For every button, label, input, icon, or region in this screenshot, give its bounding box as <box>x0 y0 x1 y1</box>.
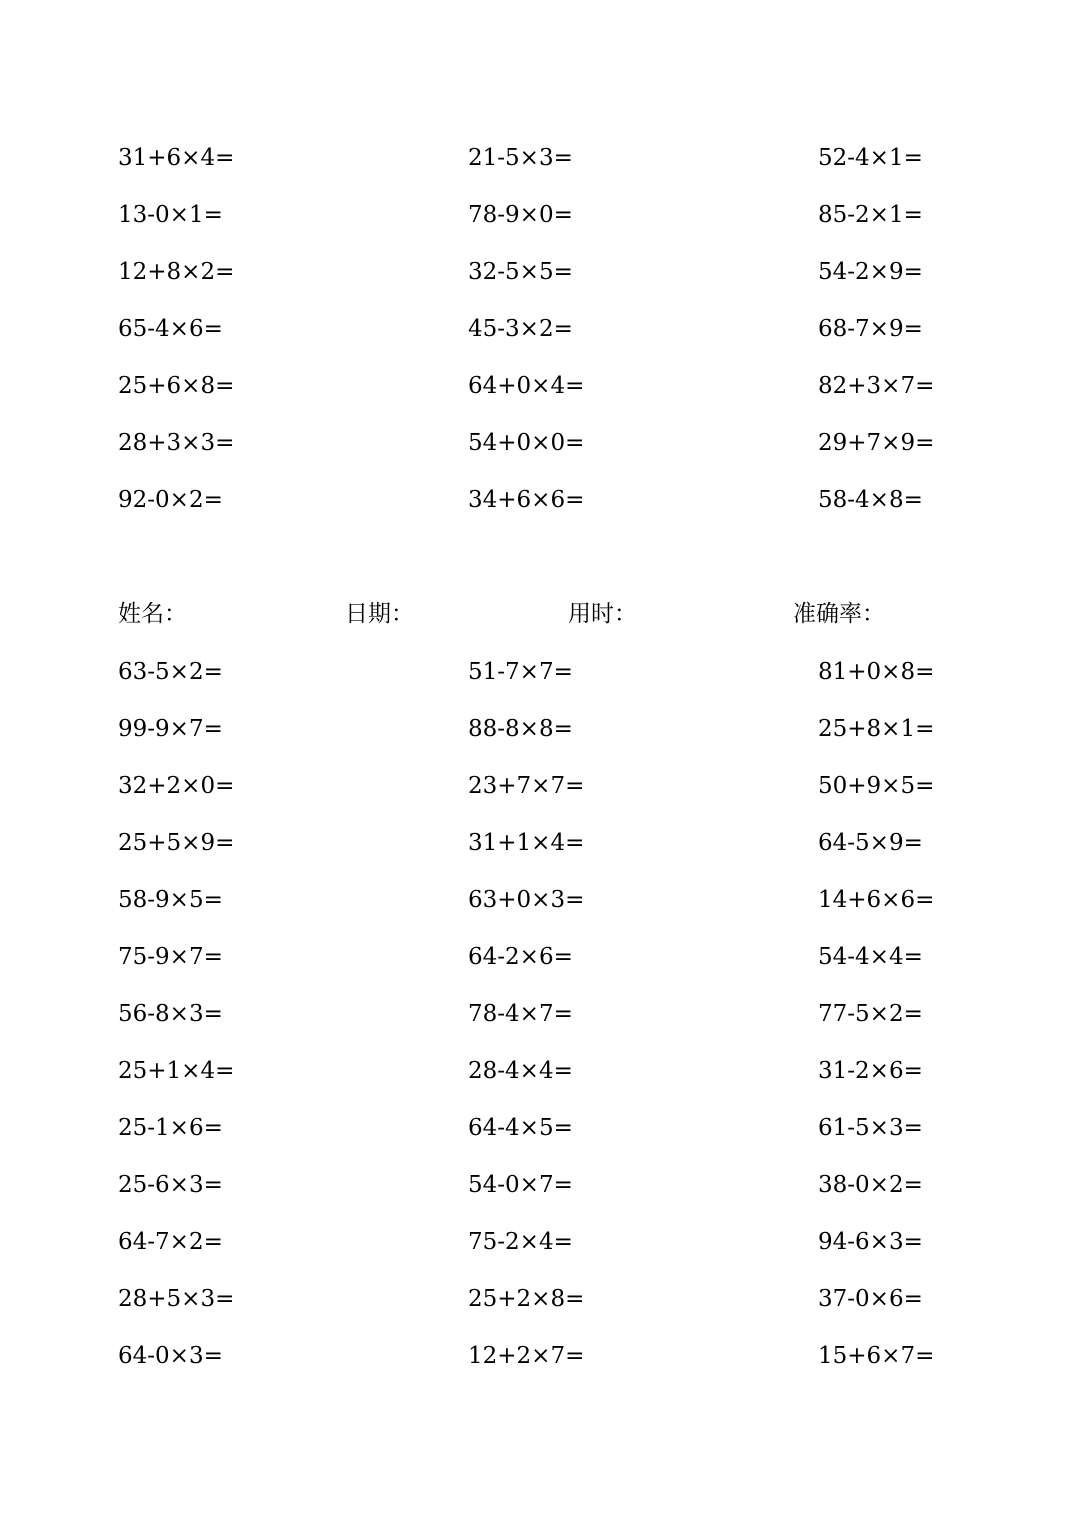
problem: 54-4×4= <box>818 944 923 970</box>
problem: 25+8×1= <box>818 716 935 742</box>
problem: 94-6×3= <box>818 1229 923 1255</box>
problem-row <box>118 652 998 709</box>
problem: 12+2×7= <box>468 1343 585 1369</box>
problem: 54-2×9= <box>818 259 923 285</box>
problem: 92-0×2= <box>118 487 223 513</box>
date-label: 日期： <box>345 601 414 627</box>
problem: 25+6×8= <box>118 373 235 399</box>
problem: 58-9×5= <box>118 887 223 913</box>
problem-row <box>118 309 998 366</box>
problem-row <box>118 1108 998 1165</box>
problem-row <box>118 480 998 537</box>
problem: 61-5×3= <box>818 1115 923 1141</box>
problem: 28+5×3= <box>118 1286 235 1312</box>
problem: 99-9×7= <box>118 716 223 742</box>
problem: 29+7×9= <box>818 430 935 456</box>
problem-row <box>118 1279 998 1336</box>
problem-row <box>118 766 998 823</box>
problem: 64-0×3= <box>118 1343 223 1369</box>
problem: 63-5×2= <box>118 659 223 685</box>
accuracy-label: 准确率： <box>793 601 885 627</box>
problem: 64-2×6= <box>468 944 573 970</box>
problem: 54+0×0= <box>468 430 585 456</box>
problem-row <box>118 1222 998 1279</box>
problem: 32+2×0= <box>118 773 235 799</box>
problem: 21-5×3= <box>468 145 573 171</box>
problem: 75-2×4= <box>468 1229 573 1255</box>
problem: 15+6×7= <box>818 1343 935 1369</box>
problem: 75-9×7= <box>118 944 223 970</box>
problem: 52-4×1= <box>818 145 923 171</box>
problem: 81+0×8= <box>818 659 935 685</box>
problem: 12+8×2= <box>118 259 235 285</box>
problem: 25+5×9= <box>118 830 235 856</box>
problem-row <box>118 880 998 937</box>
problem-row <box>118 937 998 994</box>
problem: 68-7×9= <box>818 316 923 342</box>
problem-row <box>118 195 998 252</box>
problem-row <box>118 366 998 423</box>
problem: 64-4×5= <box>468 1115 573 1141</box>
name-label: 姓名： <box>118 601 187 627</box>
problem: 63+0×3= <box>468 887 585 913</box>
problem: 31+6×4= <box>118 145 235 171</box>
time-label: 用时： <box>568 601 637 627</box>
problem: 32-5×5= <box>468 259 573 285</box>
problem: 25-6×3= <box>118 1172 223 1198</box>
problem: 78-4×7= <box>468 1001 573 1027</box>
problem: 31+1×4= <box>468 830 585 856</box>
problem: 56-8×3= <box>118 1001 223 1027</box>
bottom-problem-block <box>118 652 998 1393</box>
problem: 77-5×2= <box>818 1001 923 1027</box>
problem: 65-4×6= <box>118 316 223 342</box>
problem: 31-2×6= <box>818 1058 923 1084</box>
problem: 23+7×7= <box>468 773 585 799</box>
problem: 85-2×1= <box>818 202 923 228</box>
problem: 50+9×5= <box>818 773 935 799</box>
problem: 64-7×2= <box>118 1229 223 1255</box>
problem-row <box>118 1165 998 1222</box>
problem: 14+6×6= <box>818 887 935 913</box>
problem: 78-9×0= <box>468 202 573 228</box>
problem: 58-4×8= <box>818 487 923 513</box>
problem: 25+1×4= <box>118 1058 235 1084</box>
problem: 45-3×2= <box>468 316 573 342</box>
problem-row <box>118 252 998 309</box>
problem: 37-0×6= <box>818 1286 923 1312</box>
problem: 38-0×2= <box>818 1172 923 1198</box>
problem-row <box>118 823 998 880</box>
problem: 82+3×7= <box>818 373 935 399</box>
problem: 25+2×8= <box>468 1286 585 1312</box>
problem-row <box>118 1051 998 1108</box>
problem: 64-5×9= <box>818 830 923 856</box>
problem: 13-0×1= <box>118 202 223 228</box>
problem-row <box>118 994 998 1051</box>
problem: 28+3×3= <box>118 430 235 456</box>
problem: 64+0×4= <box>468 373 585 399</box>
problem: 34+6×6= <box>468 487 585 513</box>
problem: 88-8×8= <box>468 716 573 742</box>
problem: 54-0×7= <box>468 1172 573 1198</box>
problem: 28-4×4= <box>468 1058 573 1084</box>
top-problem-block <box>118 138 998 537</box>
problem: 25-1×6= <box>118 1115 223 1141</box>
worksheet-header <box>118 594 998 634</box>
problem-row <box>118 1336 998 1393</box>
problem-row <box>118 423 998 480</box>
problem: 51-7×7= <box>468 659 573 685</box>
problem-row <box>118 138 998 195</box>
problem-row <box>118 709 998 766</box>
